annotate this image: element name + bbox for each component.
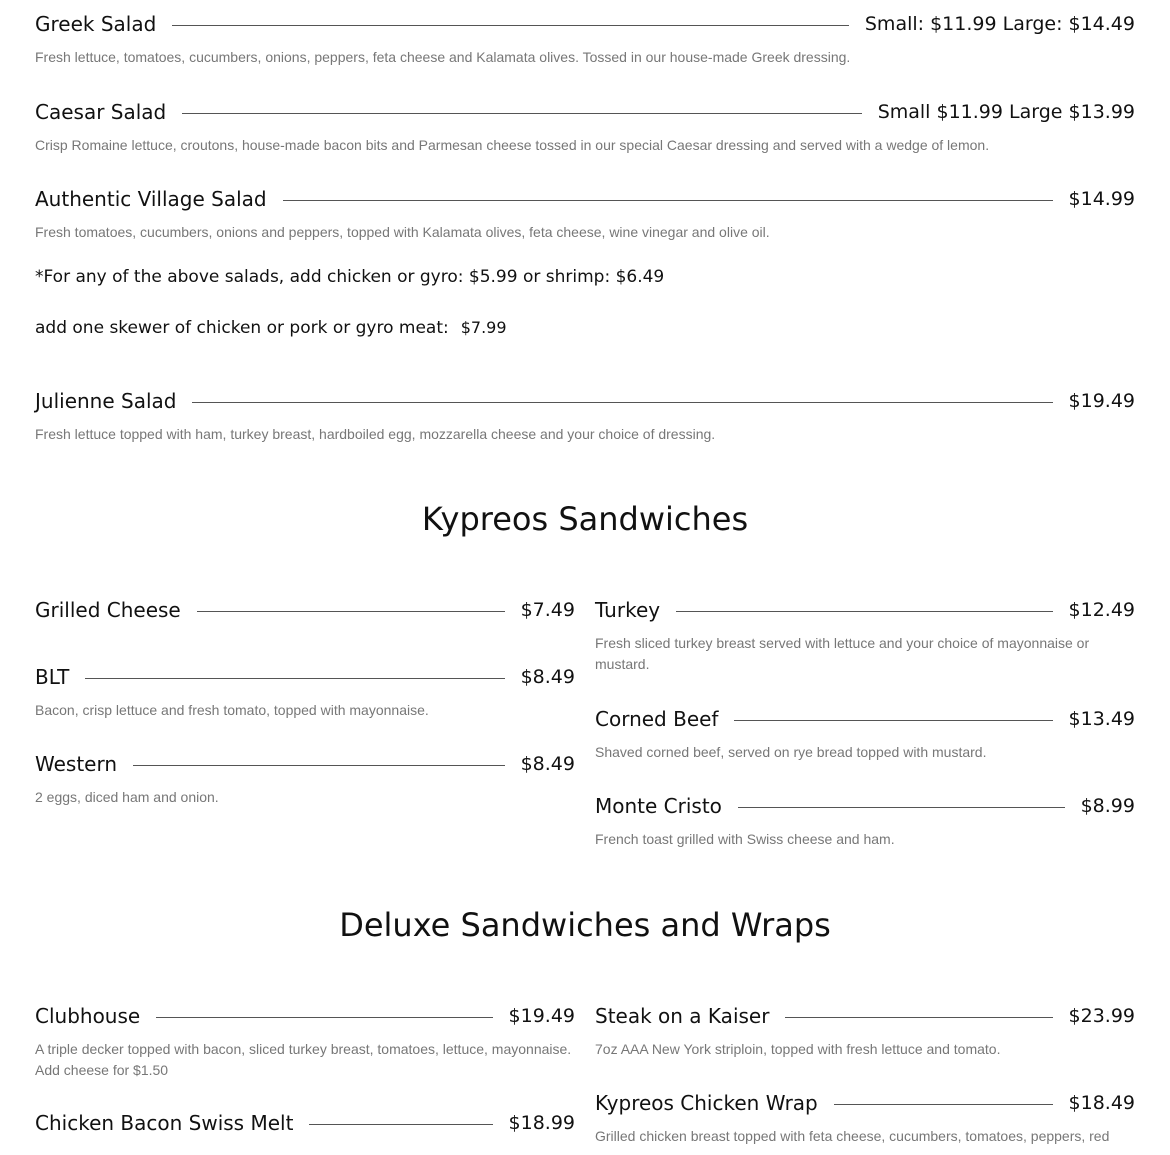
item-name: Kypreos Chicken Wrap <box>595 1091 818 1115</box>
item-name: Chicken Bacon Swiss Melt <box>35 1111 294 1135</box>
salad-addon-note <box>35 267 664 287</box>
item-price: $18.49 <box>1068 1092 1135 1114</box>
menu-item-julienne-salad <box>35 386 1135 445</box>
item-price: Small: $11.99 Large: $14.49 <box>864 13 1135 35</box>
item-price: $8.49 <box>520 666 575 688</box>
item-price: Small $11.99 Large $13.99 <box>877 101 1135 123</box>
item-name: Grilled Cheese <box>35 598 181 622</box>
item-price: $18.99 <box>508 1112 575 1134</box>
leader-line <box>133 765 505 766</box>
item-description: Fresh lettuce, tomatoes, cucumbers, onions, peppers, feta cheese and Kalamata olives. Tossed in our house-made Greek dressing. <box>35 49 851 65</box>
leader-line <box>785 1017 1052 1018</box>
leader-line <box>283 200 1053 201</box>
menu-item-western <box>35 749 575 808</box>
item-price: $8.49 <box>520 753 575 775</box>
item-price: $13.49 <box>1068 708 1135 730</box>
item-name: Clubhouse <box>35 1004 141 1028</box>
leader-line <box>197 611 505 612</box>
item-description: 2 eggs, diced ham and onion. <box>35 789 219 805</box>
item-description: Bacon, crisp lettuce and fresh tomato, topped with mayonnaise. <box>35 702 429 718</box>
item-price: $14.99 <box>1068 188 1135 210</box>
leader-line <box>676 611 1052 612</box>
item-description: Fresh tomatoes, cucumbers, onions and peppers, topped with Kalamata olives, feta cheese, wine vinegar and olive oil. <box>35 224 770 240</box>
item-description: Fresh lettuce topped with ham, turkey breast, hardboiled egg, mozzarella cheese and your choice of dressing. <box>35 426 716 442</box>
section-title-kypreos: Kypreos Sandwiches <box>421 500 749 538</box>
item-name: Corned Beef <box>595 707 719 731</box>
item-name: Western <box>35 752 118 776</box>
item-name: Monte Cristo <box>595 794 722 818</box>
item-name: Turkey <box>595 598 661 622</box>
menu-item-clubhouse <box>35 1001 575 1081</box>
item-price: $23.99 <box>1068 1005 1135 1027</box>
item-description: French toast grilled with Swiss cheese and ham. <box>595 831 895 847</box>
item-name: Greek Salad <box>35 12 157 36</box>
menu-item-greek-salad <box>35 9 1135 68</box>
item-price: $12.49 <box>1068 599 1135 621</box>
item-description: Grilled chicken breast topped with feta cheese, cucumbers, tomatoes, peppers, red <box>595 1128 1110 1144</box>
leader-line <box>734 720 1052 721</box>
menu-item-corned-beef <box>595 704 1135 763</box>
menu-item-grilled-cheese <box>35 595 575 625</box>
leader-line <box>156 1017 492 1018</box>
item-name: Authentic Village Salad <box>35 187 267 211</box>
skewer-label: add one skewer of chicken or pork or gyro meat: <box>35 318 449 338</box>
item-description: 7oz AAA New York striploin, topped with fresh lettuce and tomato. <box>595 1041 1001 1057</box>
leader-line <box>834 1104 1053 1105</box>
leader-line <box>309 1124 492 1125</box>
menu-item-monte-cristo <box>595 791 1135 850</box>
item-name: Julienne Salad <box>35 389 177 413</box>
menu-item-chicken-bacon-swiss-melt <box>35 1108 575 1138</box>
menu-item-blt <box>35 662 575 721</box>
item-price: $7.49 <box>520 599 575 621</box>
menu-item-authentic-village-salad <box>35 184 1135 243</box>
skewer-price: $7.99 <box>460 318 507 337</box>
item-price: $8.99 <box>1080 795 1135 817</box>
item-price: $19.49 <box>1068 390 1135 412</box>
menu-item-turkey <box>595 595 1135 675</box>
menu-item-kypreos-chicken-wrap <box>595 1088 1135 1147</box>
item-description: A triple decker topped with bacon, sliced turkey breast, tomatoes, lettuce, mayonnaise. Add cheese for $1.50 <box>35 1041 572 1078</box>
leader-line <box>738 807 1065 808</box>
menu-item-caesar-salad <box>35 97 1135 156</box>
leader-line <box>172 25 849 26</box>
leader-line <box>85 678 504 679</box>
menu-item-steak-on-a-kaiser <box>595 1001 1135 1060</box>
skewer-note <box>35 318 507 338</box>
item-description: Shaved corned beef, served on rye bread topped with mustard. <box>595 744 987 760</box>
item-name: BLT <box>35 665 70 689</box>
item-price: $19.49 <box>508 1005 575 1027</box>
item-name: Steak on a Kaiser <box>595 1004 770 1028</box>
addon-text: *For any of the above salads, add chicken or gyro: $5.99 or shrimp: $6.49 <box>35 267 665 287</box>
leader-line <box>182 113 861 114</box>
section-title-deluxe: Deluxe Sandwiches and Wraps <box>339 906 831 944</box>
item-description: Crisp Romaine lettuce, croutons, house-made bacon bits and Parmesan cheese tossed in our special Caesar dressing and served with a wedge of lemon. <box>35 137 990 153</box>
item-description: Fresh sliced turkey breast served with lettuce and your choice of mayonnaise or mustard. <box>595 635 1090 672</box>
item-name: Caesar Salad <box>35 100 167 124</box>
leader-line <box>192 402 1052 403</box>
